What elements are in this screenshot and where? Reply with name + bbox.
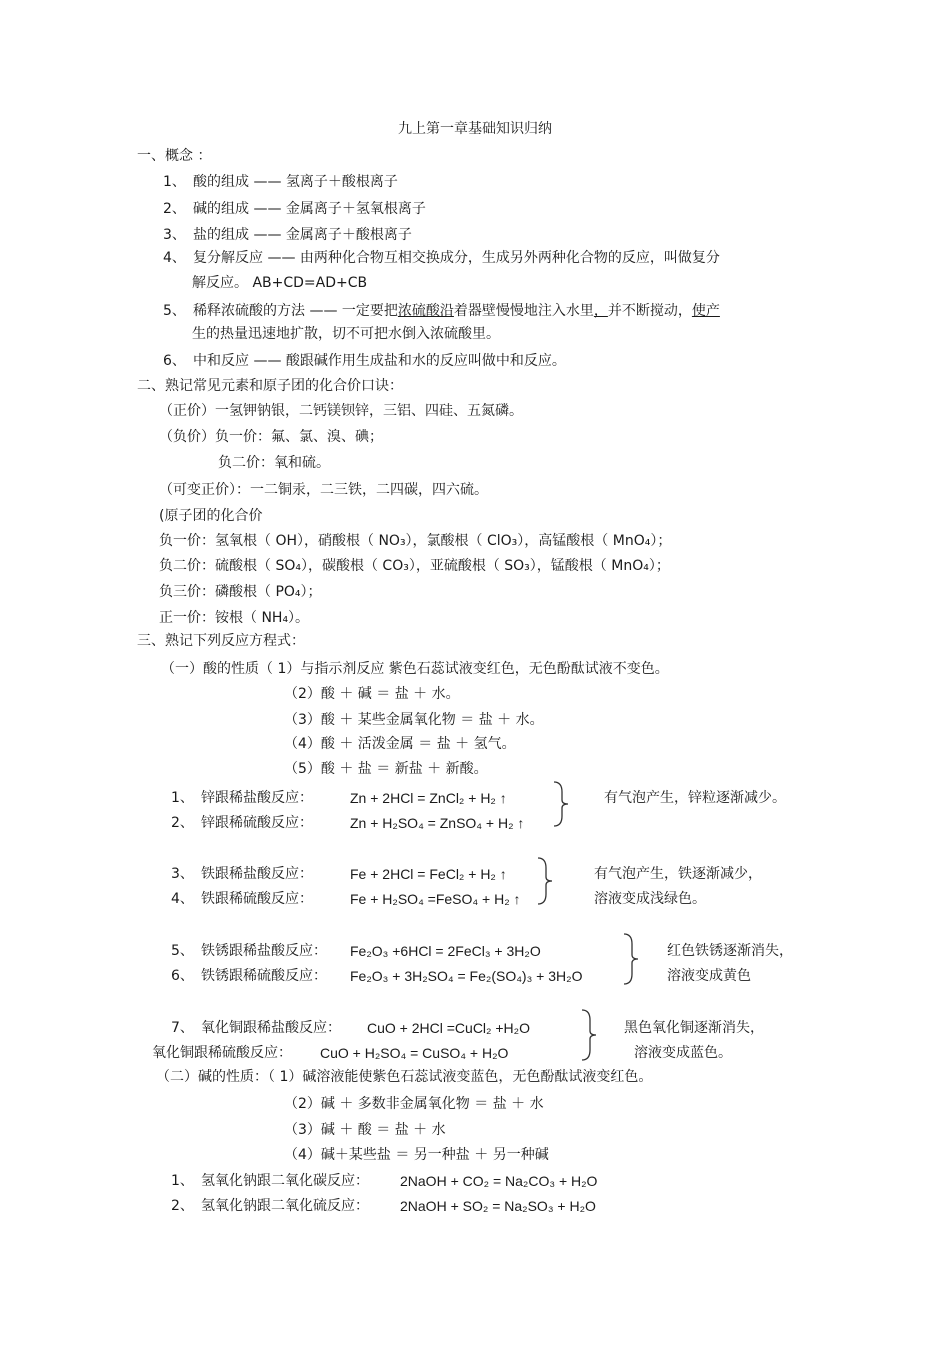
valence-variable: （可变正价）：一二铜汞，二三铁，二四碳，四六硫。	[159, 482, 488, 498]
reaction-2-label	[171, 814, 313, 832]
reaction-4-label	[171, 890, 313, 908]
concept-item-4	[163, 249, 720, 267]
reaction-1-equation: Zn + 2HCl = ZnCl₂ + H₂ ↑	[350, 790, 507, 806]
item-text: 着器壁慢慢地注入水里	[453, 303, 594, 319]
concept-item-5-cont: 生的热量迅速地扩散，切不可把水倒入浓硫酸里。	[192, 326, 500, 342]
reaction-number: 4、	[171, 891, 194, 907]
reaction-5-equation: Fe₂O₃ +6HCl = 2FeCl₃ + 3H₂O	[350, 943, 541, 959]
reaction-number: 7、	[171, 1020, 194, 1036]
item-number: 3、	[163, 227, 186, 243]
base-reaction-2-equation: 2NaOH + SO₂ = Na₂SO₃ + H₂O	[400, 1198, 596, 1214]
reaction-7-equation: CuO + 2HCl =CuCl₂ +H₂O	[367, 1020, 530, 1036]
underlined-text: ，	[593, 303, 608, 319]
page-title: 九上第一章基础知识归纳	[398, 121, 552, 137]
reaction-name: 锌跟稀硫酸反应：	[201, 815, 313, 831]
reaction-3-label	[171, 865, 313, 883]
reaction-7-label	[171, 1019, 341, 1037]
brace-icon	[552, 780, 572, 828]
item-number: 4、	[163, 250, 186, 266]
radical-minus-3: 负三价：磷酸根（ PO₄）；	[159, 584, 322, 600]
reaction-3-4-observation-2: 溶液变成浅绿色。	[594, 891, 706, 907]
radical-minus-1: 负一价：氢氧根（ OH），硝酸根（ NO₃），氯酸根（ ClO₃），高锰酸根（ MnO₄）；	[159, 533, 672, 549]
item-number: 1、	[163, 174, 186, 190]
reaction-number: 1、	[171, 1173, 194, 1189]
reaction-4-equation: Fe + H₂SO₄ =FeSO₄ + H₂ ↑	[350, 891, 521, 907]
base-property-3: （3）碱 ＋ 酸 ＝ 盐 ＋ 水	[284, 1122, 446, 1138]
section-1-heading: 一、概念 ：	[137, 148, 212, 164]
reaction-number: 3、	[171, 866, 194, 882]
radical-plus-1: 正一价：铵根（ NH₄）。	[159, 610, 310, 626]
base-reaction-1-equation: 2NaOH + CO₂ = Na₂CO₃ + H₂O	[400, 1173, 598, 1189]
reaction-5-6-observation-2: 溶液变成黄色	[667, 968, 751, 984]
valence-positive: （正价）一氢钾钠银，二钙镁钡锌，三铝、四硅、五氮磷。	[159, 403, 523, 419]
base-reaction-1-label	[171, 1172, 369, 1190]
item-number: 6、	[163, 353, 186, 369]
reaction-7-8-observation-1: 黑色氧化铜逐渐消失，	[624, 1020, 764, 1036]
item-text: 复分解反应 —— 由两种化合物互相交换成分，生成另外两种化合物的反应，叫做复分	[193, 250, 720, 266]
concept-item-4-cont: 解反应。 AB+CD=AD+CB	[192, 275, 368, 291]
acid-property-2: （2）酸 ＋ 碱 ＝ 盐 ＋ 水。	[284, 686, 460, 702]
item-number: 2、	[163, 201, 186, 217]
reaction-name: 氢氧化钠跟二氧化硫反应：	[201, 1198, 369, 1214]
base-reaction-2-label	[171, 1197, 369, 1215]
acid-property-3: （3）酸 ＋ 某些金属氧化物 ＝ 盐 ＋ 水。	[284, 712, 544, 728]
reaction-name: 铁锈跟稀硫酸反应：	[201, 968, 327, 984]
reaction-number: 5、	[171, 943, 194, 959]
reaction-8-equation: CuO + H₂SO₄ = CuSO₄ + H₂O	[320, 1045, 509, 1061]
section-3-heading: 三、熟记下列反应方程式：	[137, 633, 305, 649]
reaction-3-4-observation-1: 有气泡产生，铁逐渐减少，	[594, 866, 762, 882]
item-text: 中和反应 —— 酸跟碱作用生成盐和水的反应叫做中和反应。	[193, 353, 566, 369]
concept-item-2	[163, 200, 426, 218]
base-property-2: （2）碱 ＋ 多数非金属氧化物 ＝ 盐 ＋ 水	[284, 1096, 544, 1112]
underlined-text: 浓硫酸沿	[397, 303, 454, 319]
acid-properties-heading: （一）酸的性质（ 1）与指示剂反应 紫色石蕊试液变红色，无色酚酞试液不变色。	[161, 661, 669, 677]
concept-item-6	[163, 352, 566, 370]
reaction-number: 2、	[171, 815, 194, 831]
item-text: 碱的组成 —— 金属离子＋氢氧根离子	[193, 201, 426, 217]
reaction-name: 氧化铜跟稀盐酸反应：	[201, 1020, 341, 1036]
acid-property-5: （5）酸 ＋ 盐 ＝ 新盐 ＋ 新酸。	[284, 761, 488, 777]
reaction-name: 铁跟稀盐酸反应：	[201, 866, 313, 882]
item-text: 并不断搅动，	[607, 303, 692, 319]
reaction-8-label: 氧化铜跟稀硫酸反应：	[152, 1045, 292, 1061]
reaction-6-equation: Fe₂O₃ + 3H₂SO₄ = Fe₂(SO₄)₃ + 3H₂O	[350, 968, 583, 984]
concept-item-1	[163, 173, 398, 191]
item-text: 盐的组成 —— 金属离子＋酸根离子	[193, 227, 412, 243]
reaction-name: 铁跟稀硫酸反应：	[201, 891, 313, 907]
valence-negative-2: 负二价：氧和硫。	[218, 455, 330, 471]
reaction-3-equation: Fe + 2HCl = FeCl₂ + H₂ ↑	[350, 866, 507, 882]
reaction-5-6-observation-1: 红色铁锈逐渐消失，	[667, 943, 793, 959]
reaction-name: 铁锈跟稀盐酸反应：	[201, 943, 327, 959]
reaction-1-label	[171, 789, 313, 807]
item-text: 稀释浓硫酸的方法 —— 一定要把	[193, 303, 398, 319]
reaction-5-label	[171, 942, 327, 960]
reaction-number: 6、	[171, 968, 194, 984]
base-properties-heading: （二）碱的性质：（ 1）碱溶液能使紫色石蕊试液变蓝色，无色酚酞试液变红色。	[156, 1069, 653, 1085]
reaction-number: 1、	[171, 790, 194, 806]
radical-heading: (原子团的化合价	[159, 508, 263, 524]
concept-item-5	[163, 302, 720, 320]
brace-icon	[622, 932, 642, 986]
reaction-number: 2、	[171, 1198, 194, 1214]
acid-property-4: （4）酸 ＋ 活泼金属 ＝ 盐 ＋ 氢气。	[284, 736, 516, 752]
radical-minus-2: 负二价：硫酸根（ SO₄），碳酸根（ CO₃），亚硫酸根（ SO₃），锰酸根（ MnO₄）；	[159, 558, 670, 574]
reaction-2-equation: Zn + H₂SO₄ = ZnSO₄ + H₂ ↑	[350, 815, 525, 831]
reaction-7-8-observation-2: 溶液变成蓝色。	[634, 1045, 732, 1061]
concept-item-3	[163, 226, 412, 244]
reaction-name: 锌跟稀盐酸反应：	[201, 790, 313, 806]
reaction-1-2-observation: 有气泡产生，锌粒逐渐减少。	[604, 790, 786, 806]
item-number: 5、	[163, 303, 186, 319]
underlined-text: 使产	[691, 303, 720, 319]
base-property-4: （4）碱＋某些盐 ＝ 另一种盐 ＋ 另一种碱	[284, 1147, 549, 1163]
reaction-6-label	[171, 967, 327, 985]
reaction-name: 氢氧化钠跟二氧化碳反应：	[201, 1173, 369, 1189]
valence-negative-1: （负价）负一价：氟、氯、溴、碘；	[159, 429, 383, 445]
item-text: 酸的组成 —— 氢离子＋酸根离子	[193, 174, 398, 190]
section-2-heading: 二、熟记常见元素和原子团的化合价口诀：	[137, 378, 403, 394]
brace-icon	[536, 856, 556, 906]
brace-icon	[580, 1008, 600, 1062]
